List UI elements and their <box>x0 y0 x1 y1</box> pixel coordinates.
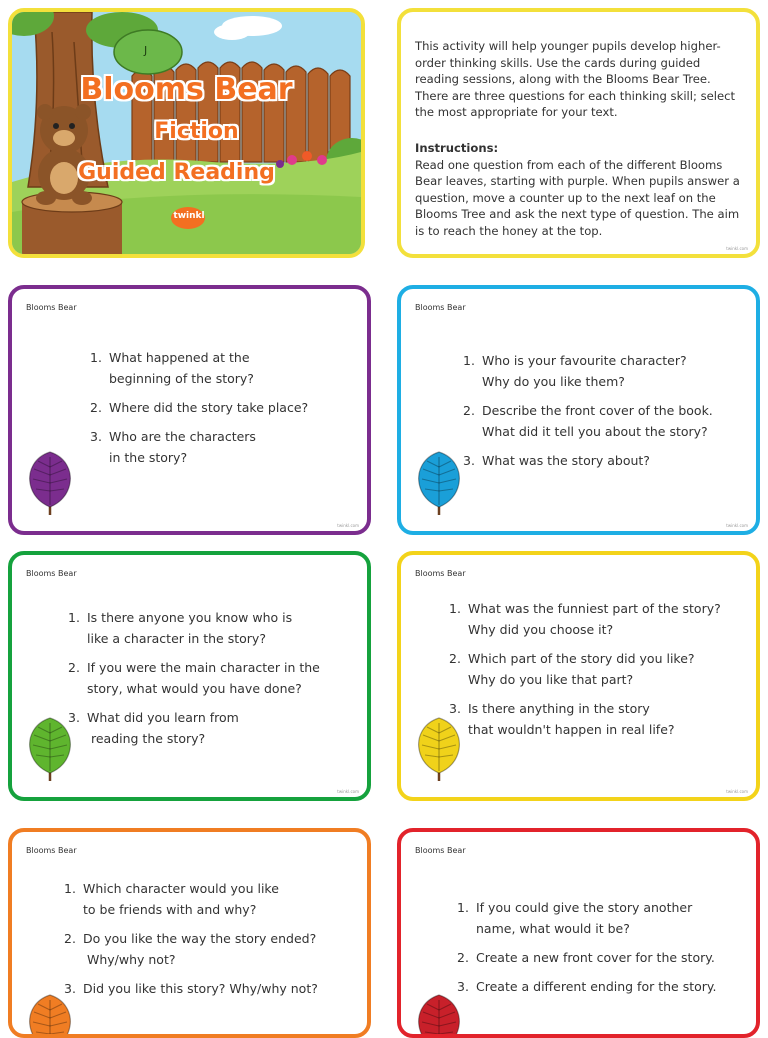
question-text: Who are the characters <box>109 429 256 444</box>
card-label: Blooms Bear <box>415 569 466 578</box>
footer-mark: twinkl.com <box>726 523 748 528</box>
card-label: Blooms Bear <box>26 846 77 855</box>
question-item <box>463 350 713 392</box>
question-number: 3. <box>64 981 76 996</box>
question-list <box>64 878 318 1007</box>
question-text: Why do you like that part? <box>468 672 634 687</box>
question-card <box>8 551 371 801</box>
question-item <box>463 400 713 442</box>
question-text: What did it tell you about the story? <box>482 424 708 439</box>
question-item <box>457 976 717 997</box>
question-item <box>68 657 320 699</box>
leaf-icon <box>415 992 463 1038</box>
question-text: reading the story? <box>87 731 206 746</box>
leaf-icon <box>26 992 74 1038</box>
info-instructions <box>415 140 742 239</box>
question-number: 3. <box>90 429 102 444</box>
question-list <box>90 347 308 476</box>
question-card <box>397 551 760 801</box>
twinkl-logo: twinkl <box>173 211 205 221</box>
question-number: 2. <box>463 403 475 418</box>
question-text: story, what would you have done? <box>87 681 302 696</box>
question-item <box>64 878 318 920</box>
question-text: If you could give the story another <box>476 900 693 915</box>
question-item <box>457 897 717 939</box>
cover-card <box>8 8 365 258</box>
question-card <box>397 828 760 1038</box>
question-item <box>449 648 721 690</box>
question-text: Which character would you like <box>83 881 279 896</box>
leaf-icon <box>415 449 463 523</box>
leaf-icon <box>26 715 74 789</box>
question-list <box>463 350 713 479</box>
question-text: Why/why not? <box>83 952 176 967</box>
question-item <box>90 397 308 418</box>
question-text: in the story? <box>109 450 188 465</box>
question-list <box>457 897 717 1005</box>
question-list <box>68 607 320 757</box>
question-text: Which part of the story did you like? <box>468 651 695 666</box>
question-text: Is there anyone you know who is <box>87 610 293 625</box>
footer-mark: twinkl.com <box>337 523 359 528</box>
question-text: What did you learn from <box>87 710 239 725</box>
question-text: Why did you choose it? <box>468 622 614 637</box>
card-label: Blooms Bear <box>26 569 77 578</box>
question-number: 1. <box>64 881 76 896</box>
question-number: 3. <box>463 453 475 468</box>
question-text: Describe the front cover of the book. <box>482 403 713 418</box>
question-text: like a character in the story? <box>87 631 266 646</box>
footer-mark: twinkl.com <box>337 789 359 794</box>
question-text: Did you like this story? Why/why not? <box>83 981 318 996</box>
question-text: that wouldn't happen in real life? <box>468 722 675 737</box>
card-label: Blooms Bear <box>415 846 466 855</box>
question-text: Why do you like them? <box>482 374 625 389</box>
instructions-heading: Instructions: <box>415 141 499 155</box>
leaf-icon <box>26 449 74 523</box>
question-card <box>8 828 371 1038</box>
question-text: beginning of the story? <box>109 371 254 386</box>
question-number: 1. <box>90 350 102 365</box>
instructions-body: Read one question from each of the different Blooms Bear leaves, starting with purple. When pupils answer a question, move a counter up to the next leaf on the Blooms Tree and ask the next type of question. The aim is to reach the honey at the top. <box>415 157 740 238</box>
cover-subtitle-guided-reading: Guided Reading <box>78 160 275 185</box>
question-item <box>463 450 713 471</box>
question-text: Who is your favourite character? <box>482 353 687 368</box>
question-number: 3. <box>68 710 80 725</box>
question-number: 2. <box>449 651 461 666</box>
question-item <box>64 928 318 970</box>
question-text: Is there anything in the story <box>468 701 650 716</box>
question-text: What happened at the <box>109 350 250 365</box>
card-label: Blooms Bear <box>415 303 466 312</box>
question-item <box>457 947 717 968</box>
question-number: 3. <box>457 979 469 994</box>
question-text: name, what would it be? <box>476 921 630 936</box>
info-card <box>397 8 760 258</box>
cover-subtitle-fiction: Fiction <box>154 119 239 144</box>
question-text: Create a different ending for the story. <box>476 979 717 994</box>
question-number: 1. <box>457 900 469 915</box>
question-item <box>449 698 721 740</box>
question-item <box>449 598 721 640</box>
question-list <box>449 598 721 748</box>
question-number: 2. <box>457 950 469 965</box>
question-number: 1. <box>449 601 461 616</box>
question-item <box>64 978 318 999</box>
question-text: Where did the story take place? <box>109 400 309 415</box>
question-number: 2. <box>68 660 80 675</box>
cover-title: Blooms Bear <box>80 72 293 107</box>
info-intro: This activity will help younger pupils develop higher-order thinking skills. Use the cards during guided reading sessions, along with the Blooms Bear Tree. There are three questions for each thinking skill; select the most appropriate for your text. <box>415 39 736 119</box>
question-item <box>90 426 308 468</box>
question-item <box>68 607 320 649</box>
leaf-icon <box>415 715 463 789</box>
question-number: 2. <box>64 931 76 946</box>
question-card <box>397 285 760 535</box>
footer-mark: twinkl.com <box>726 789 748 794</box>
question-card <box>8 285 371 535</box>
question-item <box>90 347 308 389</box>
question-text: Create a new front cover for the story. <box>476 950 715 965</box>
footer-mark: twinkl.com <box>726 246 748 251</box>
question-text: to be friends with and why? <box>83 902 257 917</box>
card-label: Blooms Bear <box>26 303 77 312</box>
question-text: What was the story about? <box>482 453 650 468</box>
cover-sign-letter: J <box>144 44 148 57</box>
question-text: If you were the main character in the <box>87 660 320 675</box>
question-number: 1. <box>463 353 475 368</box>
question-number: 1. <box>68 610 80 625</box>
question-text: What was the funniest part of the story? <box>468 601 721 616</box>
question-number: 3. <box>449 701 461 716</box>
question-number: 2. <box>90 400 102 415</box>
question-item <box>68 707 320 749</box>
question-text: Do you like the way the story ended? <box>83 931 317 946</box>
